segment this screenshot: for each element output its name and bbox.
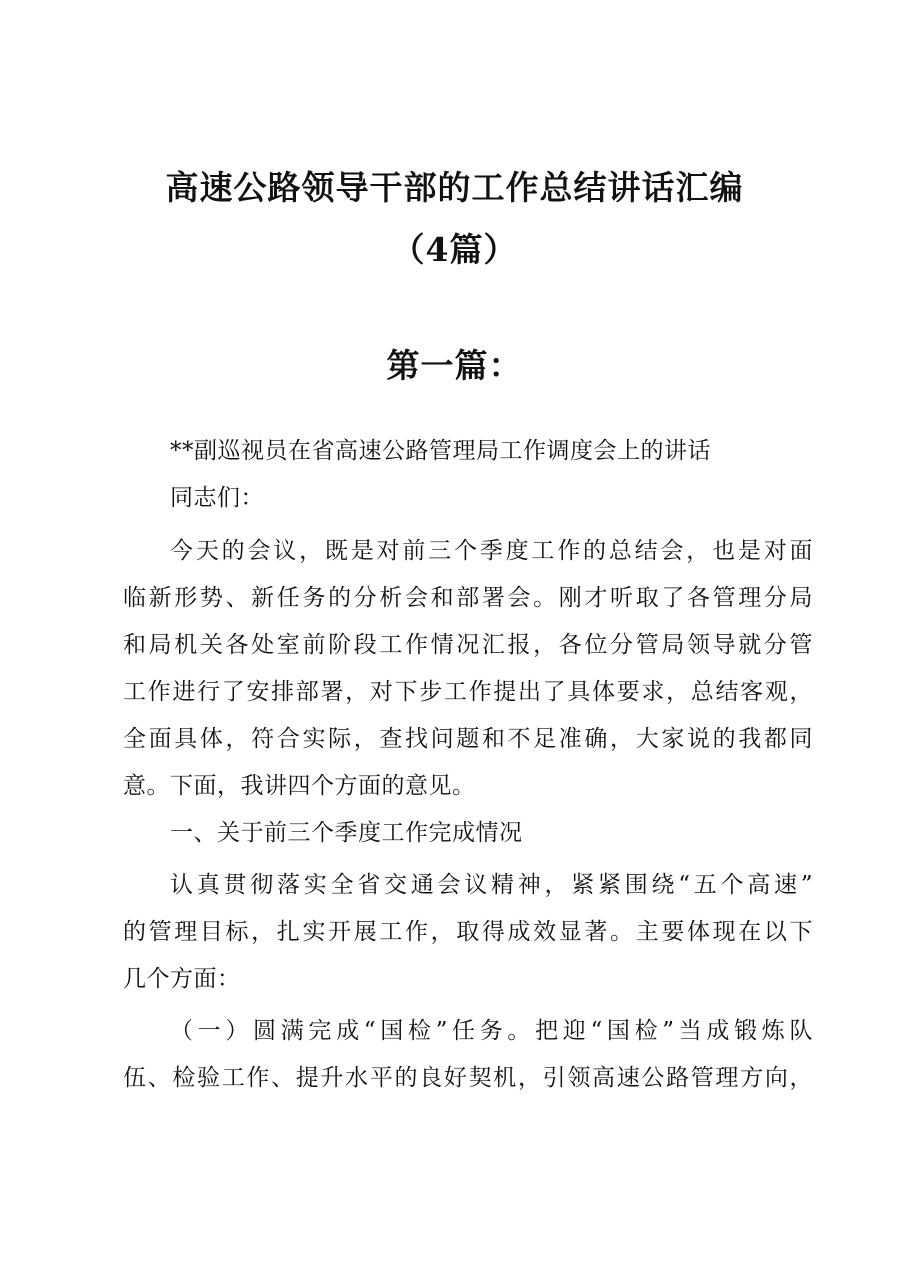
paragraph-line: 工作进行了安排部署，对下步工作提出了具体要求，总结客观， — [123, 679, 813, 705]
paragraph-line: 今天的会议，既是对前三个季度工作的总结会，也是对面 — [170, 538, 813, 564]
section-subheading: 一、关于前三个季度工作完成情况 — [170, 820, 523, 846]
paragraph-line: 几个方面： — [123, 966, 241, 992]
paragraph-line: 和局机关各处室前阶段工作情况汇报，各位分管局领导就分管 — [123, 632, 813, 658]
paragraph-line: 意。下面，我讲四个方面的意见。 — [123, 773, 476, 799]
paragraph-line: 认真贯彻落实全省交通会议精神，紧紧围绕“五个高速” — [170, 872, 813, 898]
section-heading: 第一篇： — [386, 346, 523, 385]
paragraph-line: 临新形势、新任务的分析会和部署会。刚才听取了各管理分局 — [123, 585, 813, 611]
paragraph-line: 伍、检验工作、提升水平的良好契机，引领高速公路管理方向， — [123, 1065, 813, 1091]
salutation: 同志们： — [170, 485, 264, 511]
speech-heading: **副巡视员在省高速公路管理局工作调度会上的讲话 — [170, 438, 711, 464]
document-title: 高速公路领导干部的工作总结讲话汇编 — [165, 168, 744, 207]
paragraph-line: （一）圆满完成“国检”任务。把迎“国检”当成锻炼队 — [170, 1018, 813, 1044]
document-subtitle: （4篇） — [391, 230, 518, 269]
paragraph-line: 的管理目标，扎实开展工作，取得成效显著。主要体现在以下 — [123, 919, 813, 945]
paragraph-line: 全面具体，符合实际，查找问题和不足准确，大家说的我都同 — [123, 726, 813, 752]
